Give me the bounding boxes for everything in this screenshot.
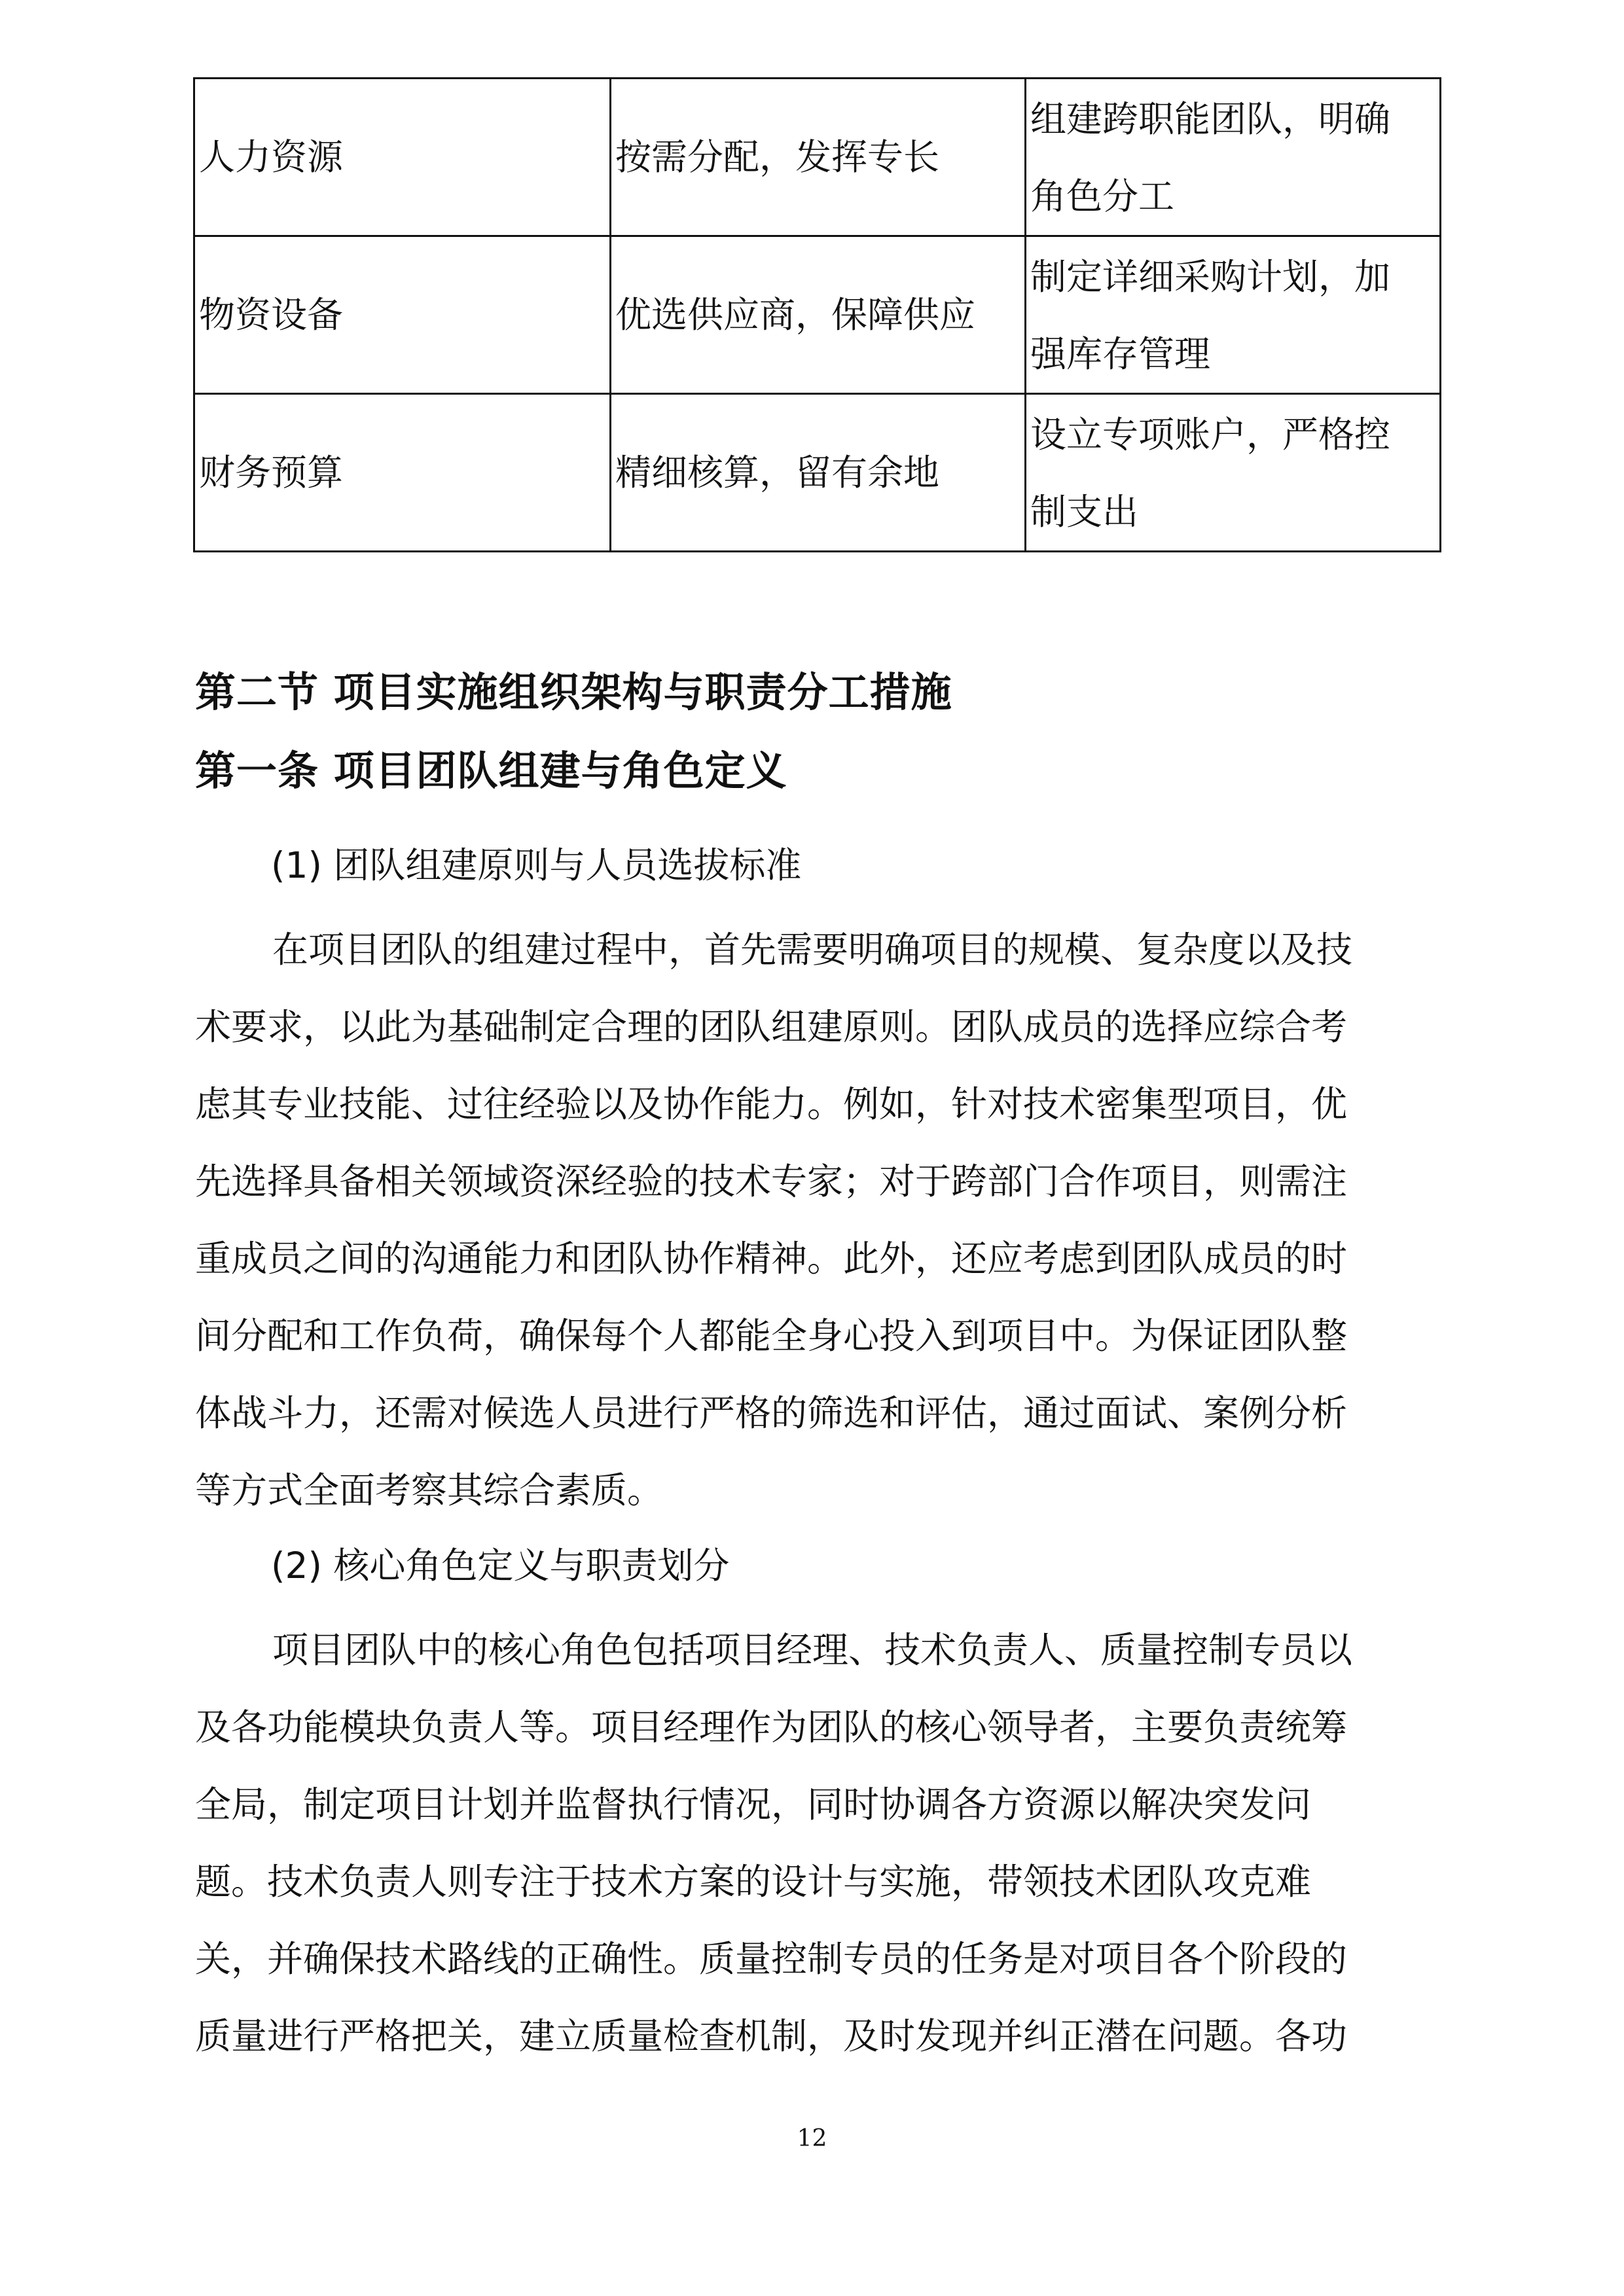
- paragraph-line: 及各功能模块负责人等。项目经理作为团队的核心领导者，主要负责统筹: [195, 1706, 1348, 1748]
- cell-line: 制支出: [1030, 491, 1139, 533]
- table-cell: [1026, 394, 1441, 552]
- table-cell: [1026, 79, 1441, 236]
- table-row: [194, 236, 1441, 394]
- table-cell: 物资设备: [194, 236, 611, 394]
- paragraph-line: 质量进行严格把关，建立质量检查机制，及时发现并纠正潜在问题。各功: [195, 2015, 1348, 2057]
- paragraph-line: 虑其专业技能、过往经验以及协作能力。例如，针对技术密集型项目，优: [195, 1083, 1348, 1125]
- paragraph-line: 关，并确保技术路线的正确性。质量控制专员的任务是对项目各个阶段的: [195, 1938, 1348, 1980]
- paragraph-line: 全局，制定项目计划并监督执行情况，同时协调各方资源以解决突发问: [195, 1784, 1312, 1825]
- paragraph-line: 等方式全面考察其综合素质。: [195, 1469, 664, 1511]
- cell-line: 角色分工: [1030, 175, 1175, 217]
- subheading-1: (1) 团队组建原则与人员选拔标准: [271, 844, 802, 886]
- article-title: 第一条 项目团队组建与角色定义: [195, 747, 787, 795]
- paragraph-1: [195, 911, 1428, 1529]
- section-title: 第二节 项目实施组织架构与职责分工措施: [195, 668, 952, 716]
- paragraph-line: 题。技术负责人则专注于技术方案的设计与实施，带领技术团队攻克难: [195, 1861, 1312, 1903]
- table-cell: 财务预算: [194, 394, 611, 552]
- cell-line: 强库存管理: [1030, 333, 1211, 375]
- paragraph-line: 间分配和工作负荷，确保每个人都能全身心投入到项目中。为保证团队整: [195, 1315, 1348, 1357]
- paragraph-line: 术要求，以此为基础制定合理的团队组建原则。团队成员的选择应综合考: [195, 1006, 1348, 1048]
- table-cell: 按需分配，发挥专长: [611, 79, 1026, 236]
- cell-line: 设立专项账户，严格控: [1030, 414, 1391, 456]
- paragraph-line: 体战斗力，还需对候选人员进行严格的筛选和评估，通过面试、案例分析: [195, 1392, 1348, 1434]
- paragraph-line: 先选择具备相关领域资深经验的技术专家；对于跨部门合作项目，则需注: [195, 1160, 1348, 1202]
- subheading-2: (2) 核心角色定义与职责划分: [271, 1545, 730, 1587]
- table-cell: [1026, 236, 1441, 394]
- cell-line: 组建跨职能团队，明确: [1030, 98, 1391, 140]
- table-cell: 人力资源: [194, 79, 611, 236]
- paragraph-line: 项目团队中的核心角色包括项目经理、技术负责人、质量控制专员以: [272, 1629, 1353, 1671]
- paragraph-line: 在项目团队的组建过程中，首先需要明确项目的规模、复杂度以及技: [272, 929, 1353, 971]
- table-cell: 精细核算，留有余地: [611, 394, 1026, 552]
- paragraph-line: 重成员之间的沟通能力和团队协作精神。此外，还应考虑到团队成员的时: [195, 1238, 1348, 1280]
- table-row: [194, 394, 1441, 552]
- page-number: 12: [797, 2125, 827, 2152]
- paragraph-2: [195, 1611, 1428, 2075]
- resource-table: [193, 77, 1441, 552]
- table-cell: 优选供应商，保障供应: [611, 236, 1026, 394]
- cell-line: 制定详细采购计划，加: [1030, 256, 1391, 298]
- table-row: [194, 79, 1441, 236]
